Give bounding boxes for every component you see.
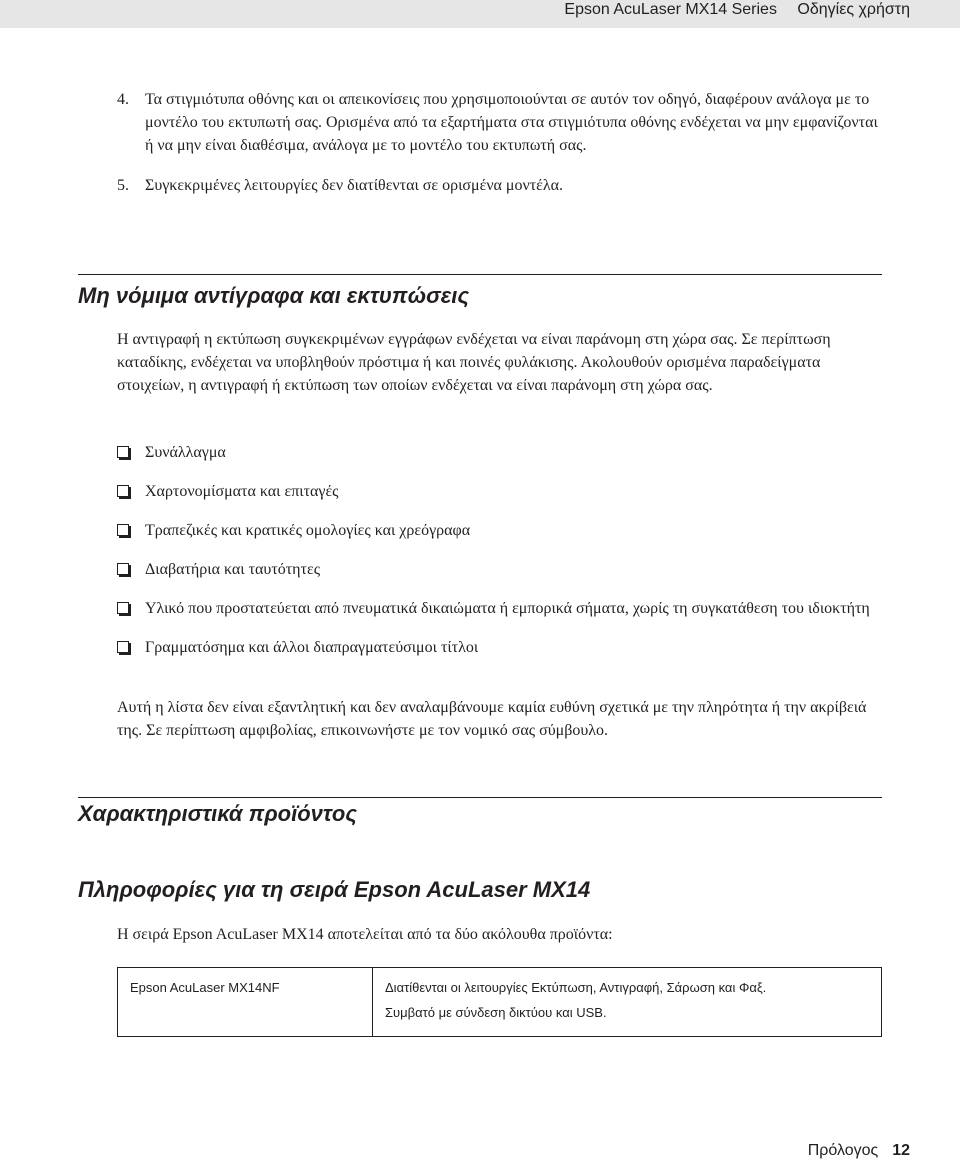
- checkbox-bullet-icon: [117, 602, 129, 614]
- list-item: [117, 519, 887, 542]
- list-item: [117, 480, 887, 503]
- header-guide: Οδηγίες χρήστη: [797, 1, 910, 18]
- disclaimer-paragraph: Αυτή η λίστα δεν είναι εξαντλητική και δεν αναλαμβάνουμε καμία ευθύνη σχετικά με την πληρότητα ή την ακρίβειά της. Σε περίπτωση αμφιβολίας, επικοινωνήστε με τον νομικό σας σύμβουλο.: [117, 699, 867, 739]
- table-row: [118, 968, 882, 1037]
- running-header: [0, 0, 960, 28]
- subsection-heading-series-info: Πληροφορίες για τη σειρά Epson AcuLaser MX14: [78, 877, 591, 902]
- list-item-text: Τραπεζικές και κρατικές ομολογίες και χρεόγραφα: [145, 522, 471, 539]
- note-text: Τα στιγμιότυπα οθόνης και οι απεικονίσεις που χρησιμοποιούνται σε αυτόν τον οδηγό, διαφέρουν ανάλογα με το μοντέλο του εκτυπωτή σας. Ορισμένα από τα εξαρτήματα στα στιγμιότυπα οθόνης ενδέχεται να μην εμφανίζονται ή να μην είναι διαθέσιμα, ανάλογα με το μοντέλο του εκτυπωτή σας.: [145, 91, 878, 154]
- list-item: [117, 558, 887, 581]
- header-text: [564, 1, 910, 19]
- note-number: 4.: [117, 91, 129, 108]
- products-table: [117, 967, 882, 1037]
- model-cell: Epson AcuLaser MX14NF: [118, 968, 373, 1037]
- series-intro: Η σειρά Epson AcuLaser MX14 αποτελείται από τα δύο ακόλουθα προϊόντα:: [117, 926, 613, 943]
- section-heading-product-features: Χαρακτηριστικά προϊόντος: [78, 801, 358, 826]
- list-item: [117, 636, 887, 659]
- list-item-text: Διαβατήρια και ταυτότητες: [145, 561, 321, 578]
- page-number: 12: [892, 1142, 910, 1159]
- note-text: Συγκεκριμένες λειτουργίες δεν διατίθενται σε ορισμένα μοντέλα.: [145, 177, 564, 194]
- list-item-text: Συνάλλαγμα: [145, 444, 226, 461]
- notes-list: [117, 88, 887, 197]
- header-product: Epson AcuLaser MX14 Series: [564, 1, 777, 18]
- checkbox-bullet-icon: [117, 524, 129, 536]
- features-cell: [373, 968, 882, 1037]
- feature-line: Συμβατό με σύνδεση δικτύου και USB.: [385, 1005, 607, 1020]
- note-number: 5.: [117, 177, 129, 194]
- note-item: [117, 88, 887, 157]
- footer-section: Πρόλογος: [807, 1142, 879, 1159]
- page-footer: [808, 1142, 910, 1160]
- list-item-text: Χαρτονομίσματα και επιταγές: [145, 483, 339, 500]
- illegal-copies-intro: Η αντιγραφή η εκτύπωση συγκεκριμένων εγγράφων ενδέχεται να είναι παράνομη στη χώρα σας. Σε περίπτωση καταδίκης, ενδέχεται να υποβληθούν πρόστιμα ή και ποινές φυλάκισης. Ακολουθούν ορισμένα παραδείγματα στοιχείων, η αντιγραφή ή εκτύπωση των οποίων ενδέχεται να είναι παράνομη στη χώρα σας.: [117, 331, 831, 394]
- list-item: [117, 597, 887, 620]
- checkbox-bullet-icon: [117, 446, 129, 458]
- list-item-text: Υλικό που προστατεύεται από πνευματικά δικαιώματα ή εμπορικά σήματα, χωρίς τη συγκατάθεση του ιδιοκτήτη: [145, 600, 870, 617]
- checkbox-bullet-icon: [117, 641, 129, 653]
- feature-line: Διατίθενται οι λειτουργίες Εκτύπωση, Αντιγραφή, Σάρωση και Φαξ.: [385, 980, 767, 995]
- checkbox-bullet-icon: [117, 563, 129, 575]
- list-item-text: Γραμματόσημα και άλλοι διαπραγματεύσιμοι τίτλοι: [145, 639, 479, 656]
- checkbox-bullet-icon: [117, 485, 129, 497]
- section-rule: [78, 797, 882, 798]
- list-item: [117, 441, 887, 464]
- illegal-items-list: [117, 441, 887, 675]
- section-heading-illegal-copies: Μη νόμιμα αντίγραφα και εκτυπώσεις: [78, 283, 470, 308]
- note-item: [117, 174, 887, 197]
- section-rule: [78, 274, 882, 275]
